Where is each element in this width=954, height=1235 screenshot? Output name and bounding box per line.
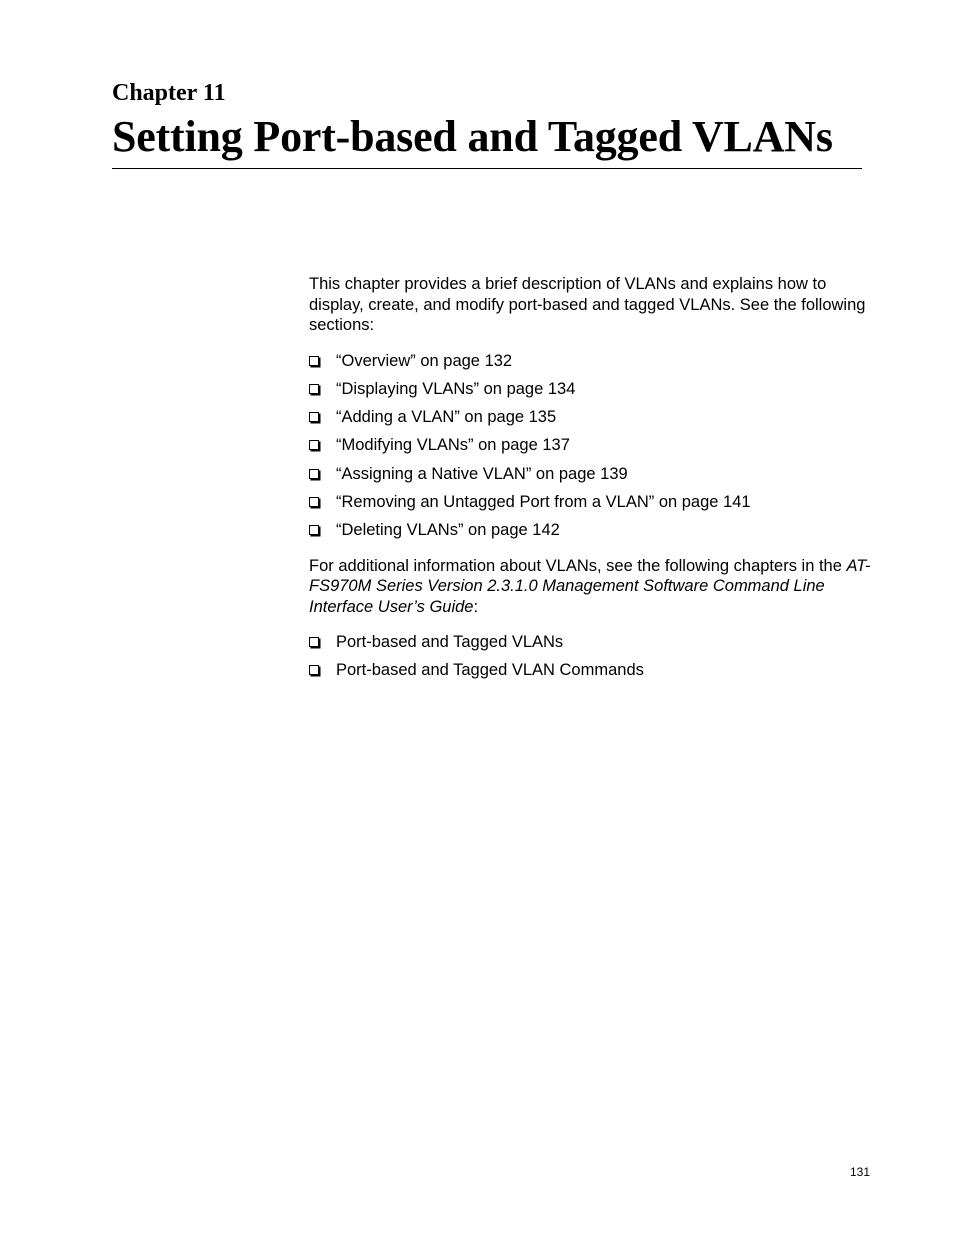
section-link[interactable]: “Adding a VLAN” on page 135 <box>336 408 557 427</box>
related-chapter-label: Port-based and Tagged VLANs <box>336 633 564 652</box>
checkbox-bullet-icon <box>309 665 319 675</box>
checkbox-bullet-icon <box>309 469 319 479</box>
checkbox-bullet-icon <box>309 497 319 507</box>
checkbox-bullet-icon <box>309 637 319 647</box>
section-list <box>309 351 874 541</box>
section-list-item <box>309 435 874 463</box>
chapter-label: Chapter 11 <box>112 80 226 106</box>
section-link[interactable]: “Deleting VLANs” on page 142 <box>336 520 560 539</box>
checkbox-bullet-icon <box>309 384 319 394</box>
section-list-item <box>309 351 874 379</box>
checkbox-bullet-icon <box>309 440 319 450</box>
section-link[interactable]: “Removing an Untagged Port from a VLAN” on page 141 <box>336 492 751 511</box>
section-link[interactable]: “Modifying VLANs” on page 137 <box>336 436 570 455</box>
checkbox-bullet-icon <box>309 412 319 422</box>
chapter-title: Setting Port-based and Tagged VLANs <box>112 112 833 161</box>
title-divider <box>112 168 862 169</box>
related-chapter-item <box>309 660 874 681</box>
section-link[interactable]: “Overview” on page 132 <box>336 351 513 370</box>
related-chapter-item <box>309 632 874 660</box>
checkbox-bullet-icon <box>309 356 319 366</box>
section-list-item <box>309 492 874 520</box>
related-chapters-list <box>309 632 874 681</box>
section-list-item <box>309 407 874 435</box>
chapter-body <box>309 274 874 681</box>
additional-info-paragraph <box>309 556 874 618</box>
additional-info-trail: : <box>473 597 479 616</box>
guide-title: AT-FS970M Series Version 2.3.1.0 Management Software Command Line Interface User’s Guide <box>309 556 871 616</box>
related-chapter-label: Port-based and Tagged VLAN Commands <box>336 661 644 680</box>
section-list-item <box>309 379 874 407</box>
checkbox-bullet-icon <box>309 525 319 535</box>
section-link[interactable]: “Displaying VLANs” on page 134 <box>336 379 576 398</box>
section-list-item <box>309 520 874 541</box>
section-list-item <box>309 464 874 492</box>
page-number: 131 <box>850 1165 871 1179</box>
section-link[interactable]: “Assigning a Native VLAN” on page 139 <box>336 464 628 483</box>
additional-info-lead: For additional information about VLANs, see the following chapters in the <box>309 556 847 575</box>
intro-paragraph: This chapter provides a brief description of VLANs and explains how to display, create, and modify port-based and tagged VLANs. See the following sections: <box>309 275 866 335</box>
